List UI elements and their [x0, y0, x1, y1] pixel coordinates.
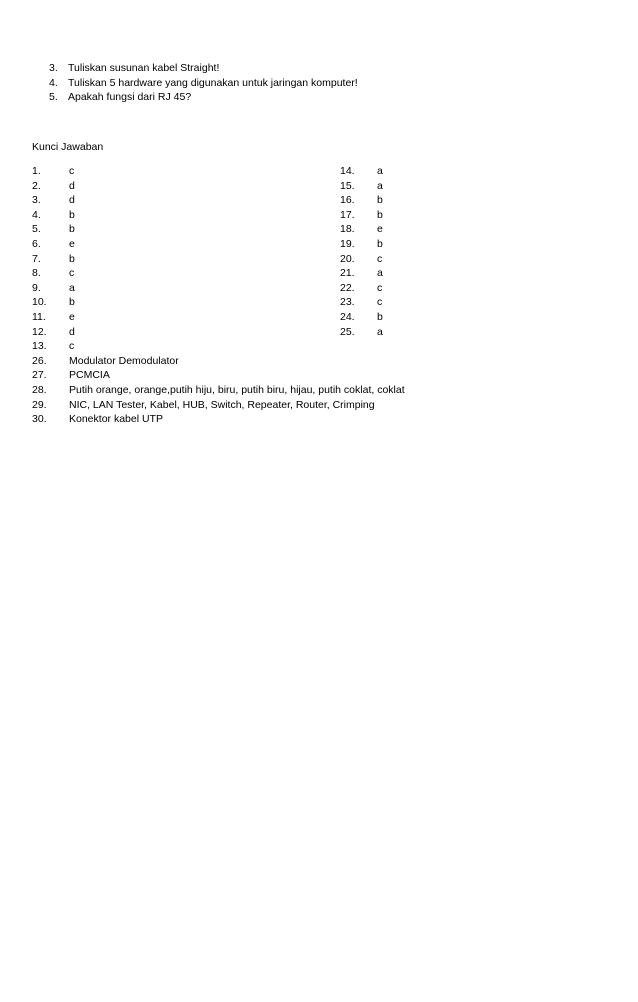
answer-key-heading: Kunci Jawaban	[32, 141, 104, 153]
answer-number: 27.	[32, 369, 47, 382]
answer-value: Putih orange, orange,putih hiju, biru, putih biru, hijau, putih coklat, coklat	[69, 383, 405, 396]
answer-number: 8.	[32, 267, 41, 280]
answer-value: b	[69, 252, 75, 265]
answer-value: d	[69, 325, 75, 338]
answer-value: d	[69, 194, 75, 207]
answer-number: 29.	[32, 398, 47, 411]
answer-row	[32, 164, 612, 179]
answer-value: c	[377, 296, 383, 309]
answer-number: 3.	[32, 194, 41, 207]
answer-value: a	[377, 325, 383, 338]
answer-value: d	[69, 179, 75, 192]
answer-number: 30.	[32, 413, 47, 426]
answer-row	[32, 252, 612, 267]
answer-value: c	[69, 340, 75, 353]
answer-row	[32, 325, 612, 340]
answer-number: 6.	[32, 237, 41, 250]
answer-value: b	[69, 208, 75, 221]
answer-number: 15.	[340, 179, 355, 192]
answer-number: 13.	[32, 340, 47, 353]
question-number: 5.	[49, 91, 58, 104]
answer-number: 21.	[340, 267, 355, 280]
answer-row	[32, 193, 612, 208]
answer-row	[32, 398, 612, 413]
answer-value: b	[377, 194, 383, 207]
question-number: 4.	[49, 76, 58, 89]
answer-row	[32, 208, 612, 223]
answer-number: 16.	[340, 194, 355, 207]
answer-value: NIC, LAN Tester, Kabel, HUB, Switch, Repeater, Router, Crimping	[69, 398, 375, 411]
answer-row	[32, 295, 612, 310]
answer-number: 5.	[32, 223, 41, 236]
answer-number: 1.	[32, 165, 41, 177]
answer-row	[32, 412, 612, 427]
answer-value: c	[377, 281, 383, 294]
answer-number: 24.	[340, 310, 355, 323]
answer-number: 20.	[340, 252, 355, 265]
answer-number: 14.	[340, 165, 355, 177]
answer-key-list	[32, 164, 612, 427]
answer-value: a	[377, 179, 383, 192]
answer-value: b	[377, 237, 383, 250]
answer-value: e	[69, 237, 75, 250]
answer-number: 18.	[340, 223, 355, 236]
answer-number: 4.	[32, 208, 41, 221]
answer-number: 7.	[32, 252, 41, 265]
question-text: Apakah fungsi dari RJ 45?	[68, 91, 192, 104]
answer-number: 12.	[32, 325, 47, 338]
answer-row	[32, 310, 612, 325]
answer-value: c	[69, 267, 75, 280]
answer-value: Modulator Demodulator	[69, 354, 179, 367]
answer-row	[32, 222, 612, 237]
answer-number: 11.	[32, 310, 46, 323]
answer-row	[32, 179, 612, 194]
answer-number: 23.	[340, 296, 355, 309]
answer-value: e	[69, 310, 75, 323]
answer-value: b	[69, 223, 75, 236]
answer-number: 2.	[32, 179, 41, 192]
question-text: Tuliskan susunan kabel Straight!	[68, 62, 220, 74]
answer-number: 22.	[340, 281, 355, 294]
answer-row	[32, 237, 612, 252]
answer-row	[32, 354, 612, 369]
answer-row	[32, 281, 612, 296]
question-text: Tuliskan 5 hardware yang digunakan untuk jaringan komputer!	[68, 76, 358, 89]
answer-value: e	[377, 223, 383, 236]
answer-row	[32, 383, 612, 398]
answer-value: a	[69, 281, 75, 294]
answer-value: b	[69, 296, 75, 309]
answer-number: 17.	[340, 208, 355, 221]
answer-value: Konektor kabel UTP	[69, 413, 163, 426]
answer-value: c	[69, 165, 75, 177]
answer-number: 19.	[340, 237, 355, 250]
answer-number: 9.	[32, 281, 41, 294]
answer-number: 25.	[340, 325, 355, 338]
answer-value: PCMCIA	[69, 369, 110, 382]
answer-value: c	[377, 252, 383, 265]
answer-value: a	[377, 165, 383, 177]
answer-value: a	[377, 267, 383, 280]
answer-number: 28.	[32, 383, 47, 396]
answer-number: 26.	[32, 354, 47, 367]
answer-value: b	[377, 208, 383, 221]
answer-row	[32, 266, 612, 281]
answer-number: 10.	[32, 296, 47, 309]
answer-row	[32, 368, 612, 383]
answer-row	[32, 339, 612, 354]
answer-value: b	[377, 310, 383, 323]
question-number: 3.	[49, 62, 58, 74]
